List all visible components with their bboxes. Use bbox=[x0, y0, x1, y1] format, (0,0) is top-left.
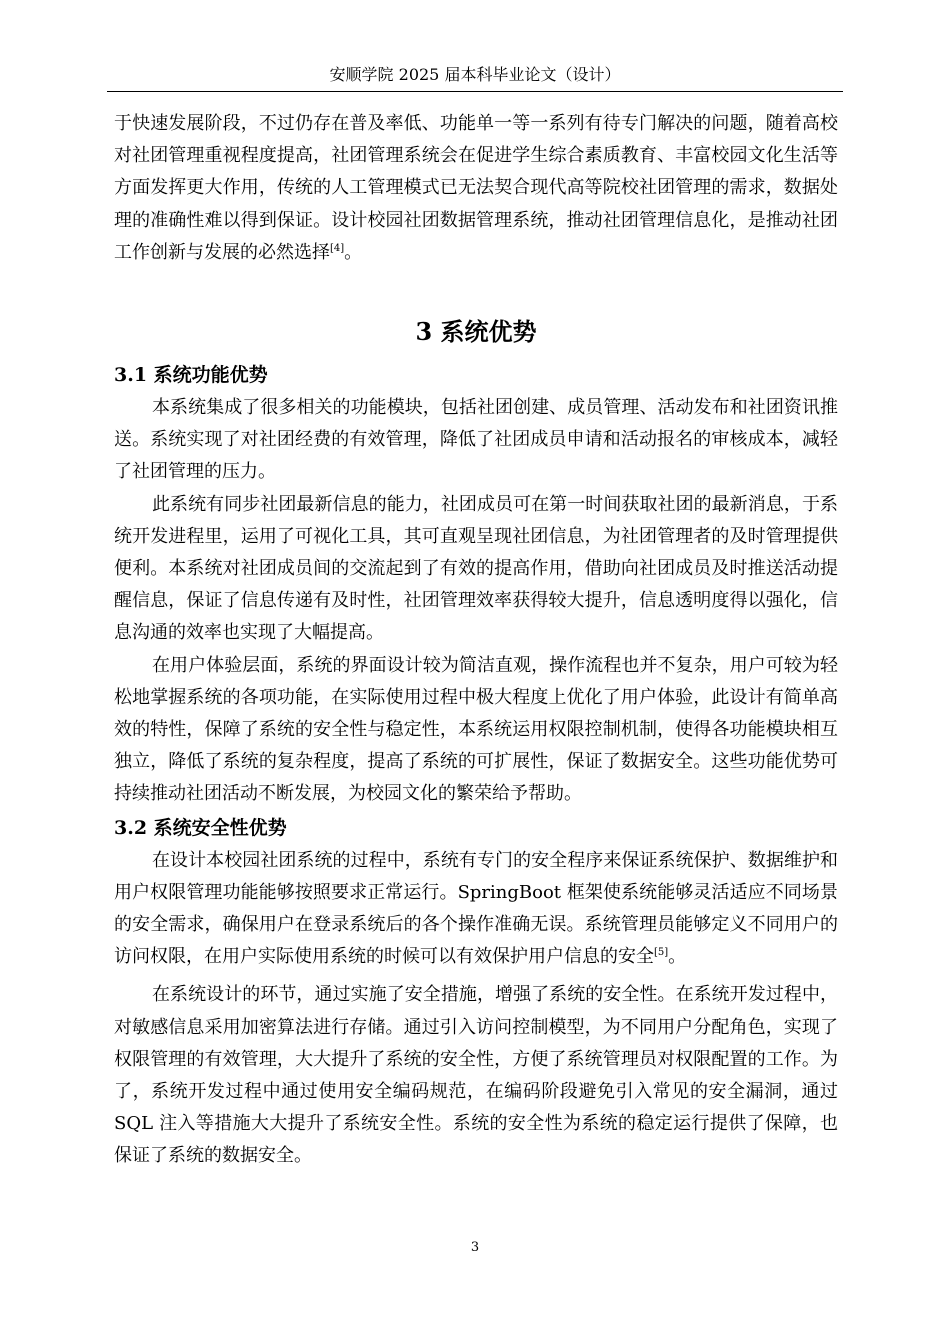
section-3-2-paragraph-1 bbox=[114, 845, 838, 974]
intro-end: 。 bbox=[344, 241, 363, 263]
page-number: 3 bbox=[470, 1240, 480, 1255]
citation-5: [5] bbox=[654, 947, 669, 959]
section-3-2-title: 3.2 系统安全性优势 bbox=[114, 816, 287, 839]
section-3-1-paragraph-3: 在用户体验层面，系统的界面设计较为简洁直观，操作流程也并不复杂，用户可较为轻松地掌握系统的各项功能，在实际使用过程中极大程度上优化了用户体验，此设计有简单高效的特性，保障了系统的安全性与稳定性，本系统运用权限控制机制，使得各功能模块相互独立，降低了系统的复杂程度，提高了系统的可扩展性，保证了数据安全。这些功能优势可持续推动社团活动不断发展，为校园文化的繁荣给予帮助。 bbox=[114, 654, 838, 805]
section-3-2-p1-end: 。 bbox=[668, 946, 687, 968]
section-3-1-paragraph-1: 本系统集成了很多相关的功能模块，包括社团创建、成员管理、活动发布和社团资讯推送。系统实现了对社团经费的有效管理，降低了社团成员申请和活动报名的审核成本，减轻了社团管理的压力。 bbox=[114, 397, 838, 483]
section-3-1-paragraph-2: 此系统有同步社团最新信息的能力，社团成员可在第一时间获取社团的最新消息，于系统开发进程里，运用了可视化工具，其可直观呈现社团信息，为社团管理者的及时管理提供便利。本系统对社团成员间的交流起到了有效的提高作用，借助向社团成员及时推送活动提醒信息，保证了信息传递有及时性，社团管理效率获得较大提升，信息透明度得以强化，信息沟通的效率也实现了大幅提高。 bbox=[114, 493, 838, 644]
header-rule bbox=[107, 91, 843, 92]
section-3-2-paragraph-2: 在系统设计的环节，通过实施了安全措施，增强了系统的安全性。在系统开发过程中，对敏感信息采用加密算法进行存储。通过引入访问控制模型，为不同用户分配角色，实现了权限管理的有效管理，大大提升了系统的安全性，方便了系统管理员对权限配置的工作。为了，系统开发过程中通过使用安全编码规范，在编码阶段避免引入常见的安全漏洞，通过 SQL 注入等措施大大提升了系统安全性。系统的安全性为系统的稳定运行提供了保障，也保证了系统的数据安全。 bbox=[114, 984, 838, 1167]
citation-4: [4] bbox=[330, 242, 345, 254]
intro-paragraph bbox=[114, 108, 838, 269]
intro-text: 于快速发展阶段，不过仍存在普及率低、功能单一等一系列有待专门解决的问题，随着高校对社团管理重视程度提高，社团管理系统会在促进学生综合素质教育、丰富校园文化生活等方面发挥更大作用，传统的人工管理模式已无法契合现代高等院校社团管理的需求，数据处理的准确性难以得到保证。设计校园社团数据管理系统，推动社团管理信息化，是推动社团工作创新与发展的必然选择 bbox=[114, 113, 838, 263]
running-header: 安顺学院 2025 届本科毕业论文（设计） bbox=[329, 65, 621, 84]
section-3-1-title: 3.1 系统功能优势 bbox=[114, 364, 268, 387]
chapter-title: 3 系统优势 bbox=[415, 317, 537, 347]
section-3-2-p1-text: 在设计本校园社团系统的过程中，系统有专门的安全程序来保证系统保护、数据维护和用户权限管理功能能够按照要求正常运行。SpringBoot 框架使系统能够灵活适应不同场景的安全需求，确保用户在登录系统后的各个操作准确无误。系统管理员能够定义不同用户的访问权限，在用户实际使用系统的时候可以有效保护用户信息的安全 bbox=[114, 849, 838, 968]
page-body bbox=[114, 108, 838, 1173]
